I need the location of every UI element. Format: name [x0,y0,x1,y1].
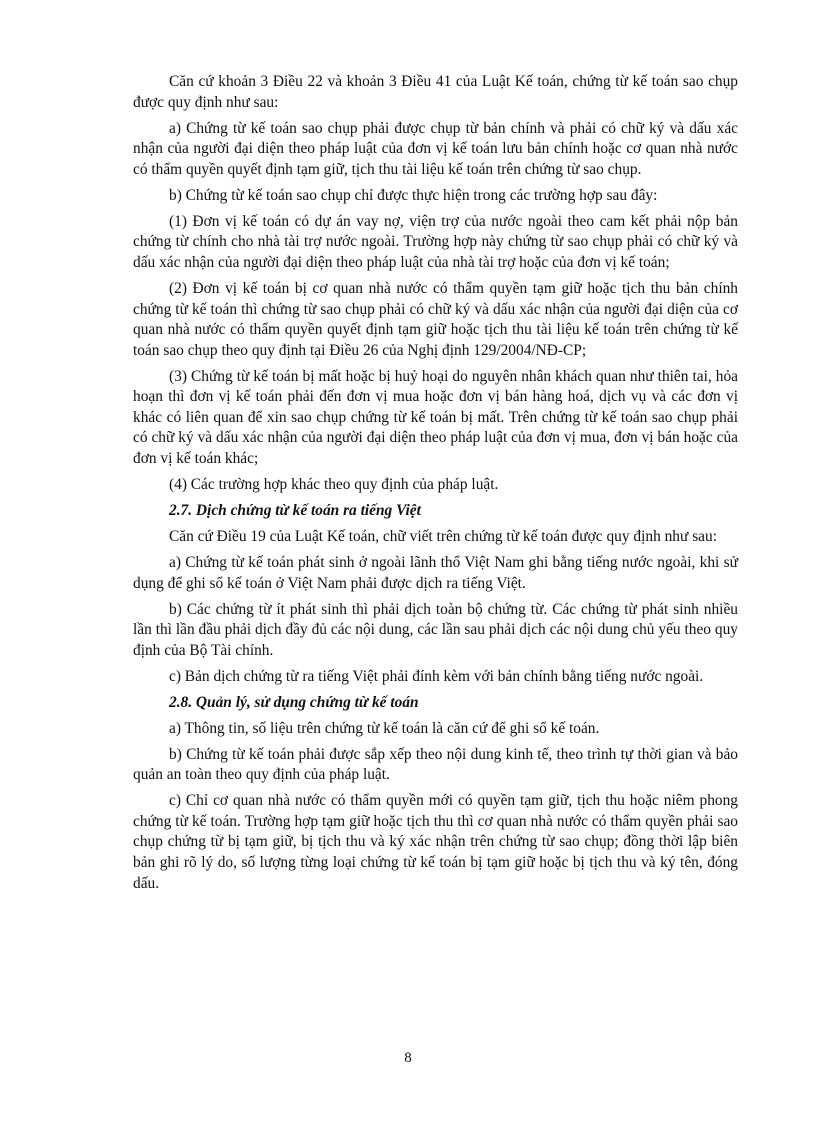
paragraph-management-c: c) Chỉ cơ quan nhà nước có thẩm quyền mới có quyền tạm giữ, tịch thu hoặc niêm phong chứng từ kế toán. Trường hợp tạm giữ hoặc tịch thu thì cơ quan nhà nước có thẩm quyền phải sao chụp chứng từ bị tạm giữ, bị tịch thu và ký xác nhận trên chứng từ sao chụp; đồng thời lập biên bản ghi rõ lý do, số lượng từng loại chứng từ kế toán bị tạm giữ hoặc bị tịch thu và ký tên, đóng dấu. [133,792,738,892]
paragraph-case-1: (1) Đơn vị kế toán có dự án vay nợ, viện trợ của nước ngoài theo cam kết phải nộp bản chứng từ chính cho nhà tài trợ nước ngoài. Trường hợp này chứng từ sao chụp phải có chữ ký và dấu xác nhận của người đại diện theo pháp luật của nhà tài trợ hoặc của đơn vị kế toán; [133,212,738,271]
paragraph-case-4: (4) Các trường hợp khác theo quy định của pháp luật. [169,476,499,494]
section-heading-2-7: 2.7. Dịch chứng từ kế toán ra tiếng Việt [169,502,421,520]
document-body [133,72,738,900]
paragraph-translation-a: a) Chứng từ kế toán phát sinh ở ngoài lãnh thổ Việt Nam ghi bằng tiếng nước ngoài, khi sử dụng để ghi sổ kế toán ở Việt Nam phải được dịch ra tiếng Việt. [133,553,738,592]
paragraph-item-b-copy-cases: b) Chứng từ kế toán sao chụp chỉ được thực hiện trong các trường hợp sau đây: [169,186,658,204]
paragraph-translation-c: c) Bản dịch chứng từ ra tiếng Việt phải đính kèm với bản chính bằng tiếng nước ngoài. [169,667,704,685]
paragraph-legal-basis-language: Căn cứ Điều 19 của Luật Kế toán, chữ viết trên chứng từ kế toán được quy định như sau: [169,528,717,545]
paragraph-item-a-copy-requirements: a) Chứng từ kế toán sao chụp phải được chụp từ bản chính và phải có chữ ký và dấu xác nhận của người đại diện theo pháp luật của đơn vị kế toán lưu bản chính hoặc cơ quan nhà nước có thẩm quyền quyết định tạm giữ, tịch thu tài liệu kế toán trên chứng từ sao chụp. [133,119,738,178]
paragraph-management-a: a) Thông tin, số liệu trên chứng từ kế toán là căn cứ để ghi sổ kế toán. [169,719,600,737]
section-heading-2-8: 2.8. Quản lý, sử dụng chứng từ kế toán [169,693,419,711]
paragraph-translation-b: b) Các chứng từ ít phát sinh thì phải dịch toàn bộ chứng từ. Các chứng từ phát sinh nhiều lần thì lần đầu phải dịch đầy đủ các nội dung, các lần sau phải dịch các nội dung chủ yếu theo quy định của Bộ Tài chính. [133,600,738,659]
page-number: 8 [404,1050,412,1066]
paragraph-legal-basis-copies: Căn cứ khoản 3 Điều 22 và khoản 3 Điều 41 của Luật Kế toán, chứng từ kế toán sao chụp được quy định như sau: [133,73,738,111]
paragraph-case-3: (3) Chứng từ kế toán bị mất hoặc bị huỷ hoại do nguyên nhân khách quan như thiên tai, hỏa hoạn thì đơn vị kế toán phải đến đơn vị mua hoặc đơn vị bán hàng hoá, dịch vụ và các đơn vị khác có liên quan để xin sao chụp chứng từ kế toán bị mất. Trên chứng từ kế toán sao chụp phải có chữ ký và dấu xác nhận của người đại diện theo pháp luật của đơn vị mua, đơn vị bán hoặc của đơn vị kế toán khác; [133,367,738,468]
paragraph-case-2: (2) Đơn vị kế toán bị cơ quan nhà nước có thẩm quyền tạm giữ hoặc tịch thu bản chính chứng từ kế toán thì chứng từ sao chụp phải có chữ ký và dấu xác nhận của người đại diện của cơ quan nhà nước có thẩm quyền quyết định tạm giữ hoặc tịch thu tài liệu kế toán trên chứng từ kế toán sao chụp theo quy định tại Điều 26 của Nghị định 129/2004/NĐ-CP; [133,279,738,359]
paragraph-management-b: b) Chứng từ kế toán phải được sắp xếp theo nội dung kinh tế, theo trình tự thời gian và bảo quản an toàn theo quy định của pháp luật. [133,745,738,784]
